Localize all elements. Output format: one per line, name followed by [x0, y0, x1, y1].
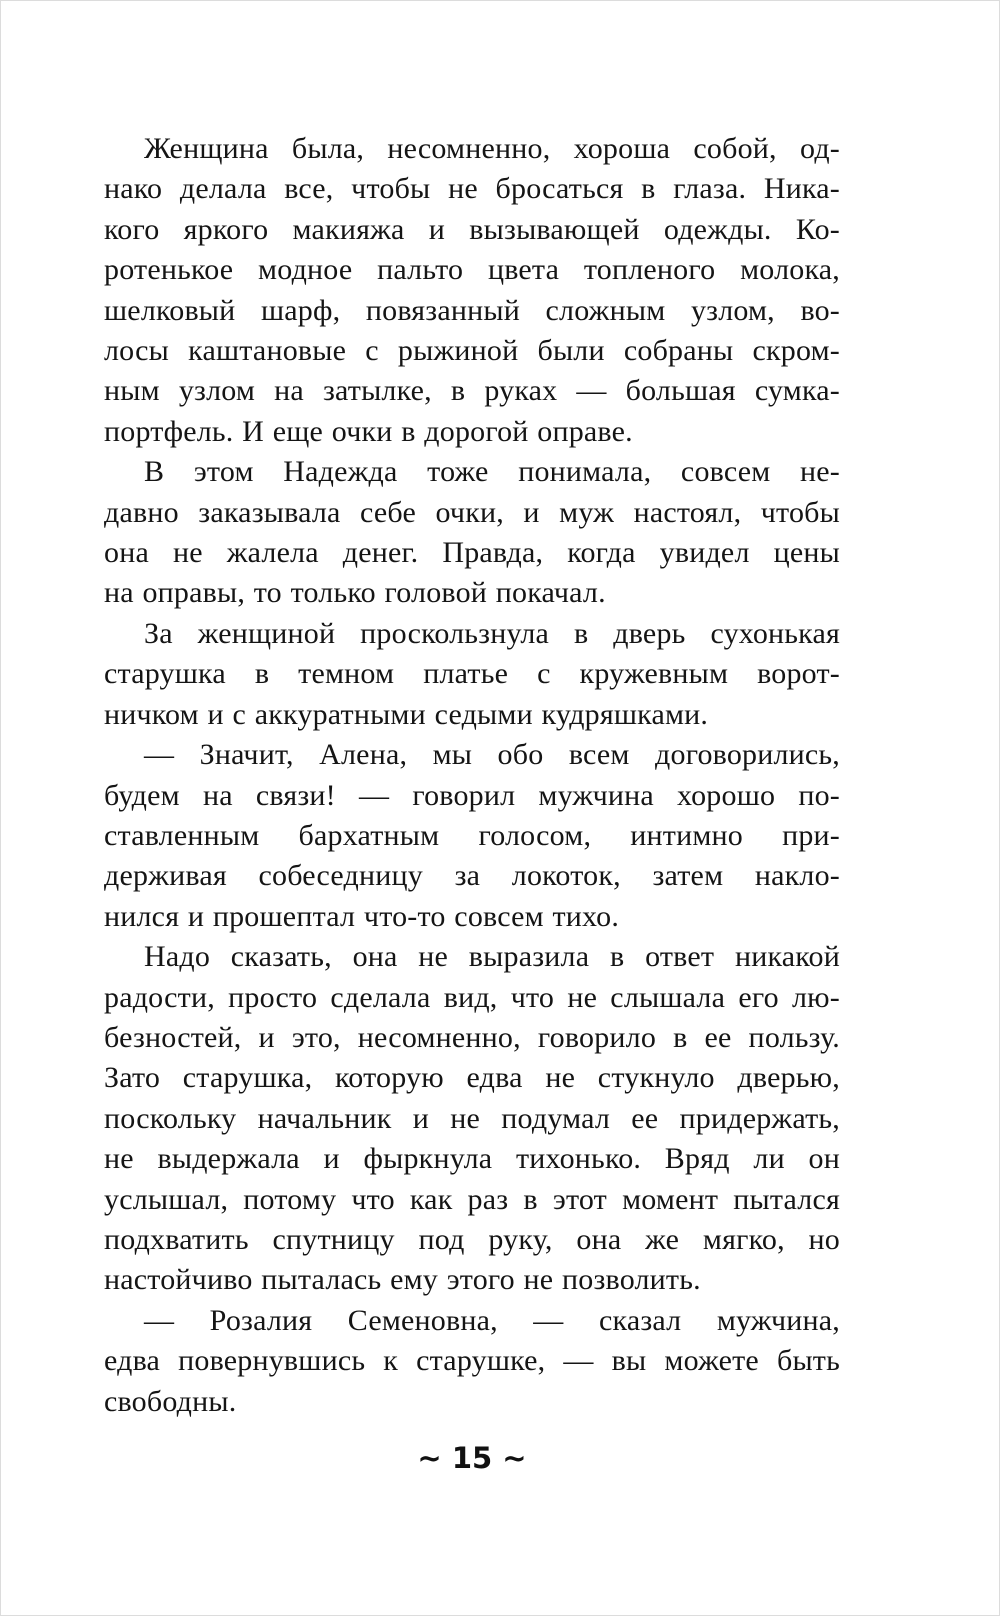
text-line: подхватить спутницу под руку, она же мягко, но: [104, 1222, 840, 1256]
text-line: держивая собеседницу за локоток, затем накло-: [104, 859, 840, 893]
text-line: Зато старушка, которую едва не стукнуло дверью,: [104, 1061, 840, 1095]
text-line: давно заказывала себе очки, и муж настоял, чтобы: [104, 495, 840, 529]
text-line: нако делала все, чтобы не бросаться в глаза. Ника-: [104, 172, 840, 206]
text-line: ставленным бархатным голосом, интимно при-: [104, 818, 840, 852]
text-line: не выдержала и фыркнула тихонько. Вряд ли он: [104, 1142, 840, 1176]
text-line: В этом Надежда тоже понимала, совсем не-: [144, 455, 840, 489]
text-line: поскольку начальник и не подумал ее придержать,: [104, 1101, 840, 1135]
text-line: шелковый шарф, повязанный сложным узлом, во-: [104, 293, 840, 327]
text-line: Женщина была, несомненно, хороша собой, од-: [144, 132, 840, 165]
text-line: — Розалия Семеновна, — сказал мужчина,: [144, 1303, 840, 1337]
text-line: будем на связи! — говорил мужчина хорошо по-: [104, 778, 840, 812]
page-number: ~ 15 ~: [417, 1441, 527, 1475]
paragraph: [104, 937, 840, 1301]
paragraph: [104, 614, 840, 735]
text-line: радости, просто сделала вид, что не слышала его лю-: [104, 980, 840, 1014]
paragraph: [104, 129, 840, 452]
text-line: портфель. И еще очки в дорогой оправе.: [104, 414, 633, 448]
text-line: настойчиво пыталась ему этого не позволить.: [104, 1263, 701, 1297]
text-line: старушка в темном платье с кружевным ворот-: [104, 657, 840, 691]
text-line: ным узлом на затылке, в руках — большая сумка-: [104, 374, 840, 408]
text-line: ротенькое модное пальто цвета топленого молока,: [104, 253, 840, 287]
text-line: на оправы, то только головой покачал.: [104, 576, 606, 610]
text-line: Надо сказать, она не выразила в ответ никакой: [144, 940, 840, 974]
text-line: ничком и с аккуратными седыми кудряшками.: [104, 697, 709, 731]
text-line: кого яркого макияжа и вызывающей одежды. Ко-: [104, 212, 840, 246]
text-line: свободны.: [104, 1384, 237, 1418]
text-line: нился и прошептал что-то совсем тихо.: [104, 899, 620, 933]
text-line: лосы каштановые с рыжиной были собраны скром-: [104, 334, 840, 368]
paragraph: [104, 1301, 840, 1422]
paragraph: [104, 452, 840, 614]
text-line: За женщиной проскользнула в дверь сухонькая: [144, 616, 840, 650]
text-block: [104, 129, 840, 1422]
text-line: едва повернувшись к старушке, — вы можете быть: [104, 1344, 840, 1378]
text-line: она не жалела денег. Правда, когда увидел цены: [104, 536, 840, 570]
text-line: безностей, и это, несомненно, говорило в ее пользу.: [104, 1020, 840, 1054]
text-line: услышал, потому что как раз в этот момент пытался: [104, 1182, 840, 1216]
paragraph: [104, 735, 840, 937]
text-line: — Значит, Алена, мы обо всем договорились,: [144, 738, 840, 772]
